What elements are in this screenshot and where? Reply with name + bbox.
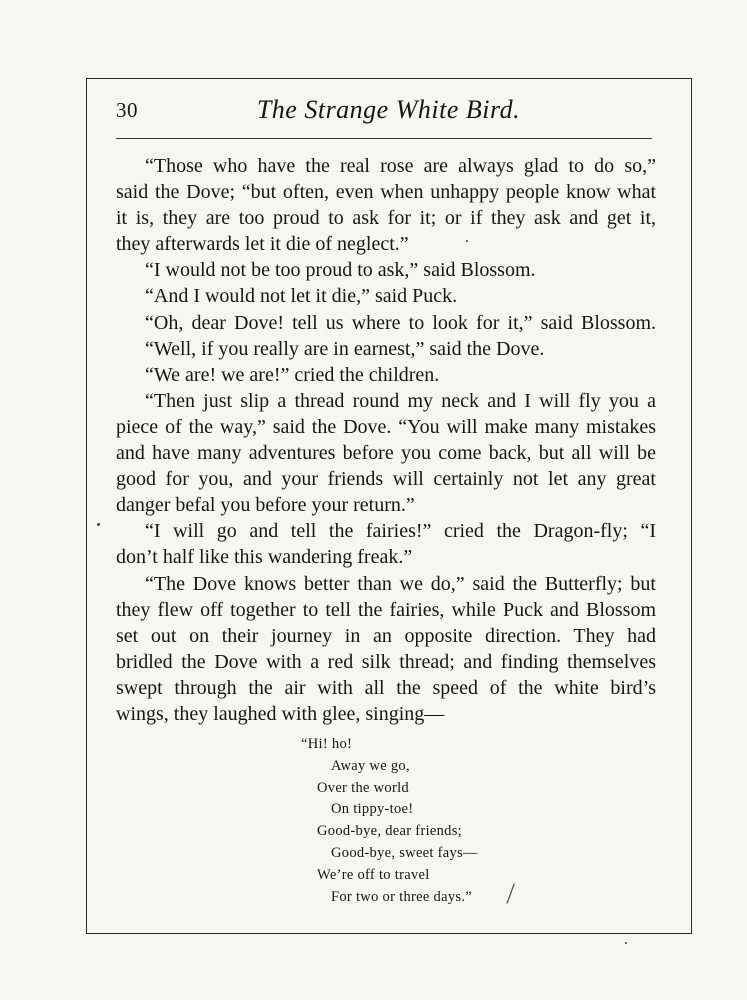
poem [301,734,561,908]
text-line: “Those who have the real rose are always glad to do so,” [145,155,656,177]
poem-line: “Hi! ho! [301,736,353,752]
text-line: they flew off together to tell the fairies, while Puck and Blossom [116,598,656,621]
text-line: piece of the way,” said the Dove. “You will make many mistakes [116,415,656,438]
poem-line: Over the world [317,779,409,796]
text-line: they afterwards let it die of neglect.” [116,233,409,256]
poem-line: Good-bye, sweet fays— [331,844,478,861]
text-line: danger befal you before your return.” [116,494,415,517]
text-line: swept through the air with all the speed of the white bird’s [116,676,656,699]
poem-line: We’re off to travel [317,866,430,883]
running-title: The Strange White Bird. [256,95,521,124]
poem-line: Away we go, [331,757,410,774]
poem-line: Good-bye, dear friends; [317,823,463,840]
text-line: “I will go and tell the fairies!” cried the Dragon-fly; “I [145,520,656,543]
paper-speck [466,240,468,242]
pencil-mark-icon [505,883,517,905]
paper-speck [625,942,627,944]
poem-line: On tippy-toe! [331,801,414,818]
text-line: “Well, if you really are in earnest,” said the Dove. [145,337,545,360]
body-text [116,153,656,727]
text-line: good for you, and your friends will certainly not let any great [116,468,656,491]
text-line: bridled the Dove with a red silk thread; and finding themselves [116,650,656,673]
page-number: 30 [116,98,138,122]
text-line: “Then just slip a thread round my neck and I will fly you a [145,389,656,412]
poem-line: For two or three days.” [331,888,472,905]
text-line: wings, they laughed with glee, singing— [116,702,445,725]
text-line: don’t half like this wandering freak.” [116,546,413,569]
text-line: “The Dove knows better than we do,” said the Butterfly; but [145,572,656,595]
text-line: and have many adventures before you come back, but all will be [116,442,656,465]
text-line: “And I would not let it die,” said Puck. [145,285,458,308]
text-line: “I would not be too proud to ask,” said Blossom. [145,259,536,282]
text-line: set out on their journey in an opposite direction. They had [116,624,656,647]
text-line: “We are! we are!” cried the children. [145,363,440,386]
text-line: “Oh, dear Dove! tell us where to look for it,” said Blossom. [145,311,656,334]
header-rule [116,138,652,139]
text-line: said the Dove; “but often, even when unhappy people know what [116,181,656,204]
text-line: it is, they are too proud to ask for it; or if they ask and get it, [116,207,656,230]
paper-speck [97,523,100,526]
